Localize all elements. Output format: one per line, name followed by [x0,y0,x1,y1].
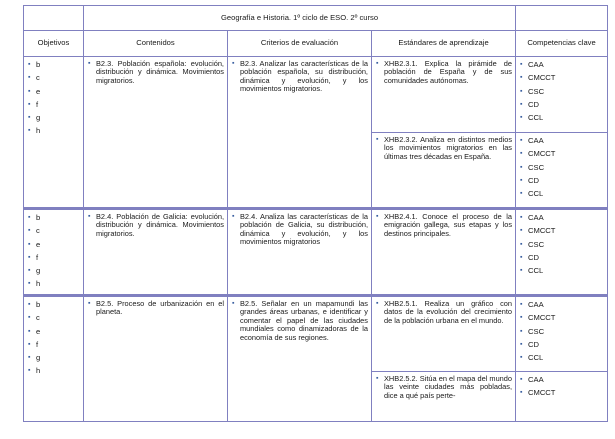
competencia-item: ▪ CSC [519,239,607,252]
competencia-item: ▪ CSC [519,86,607,99]
estandar-text: ▪ XHB2.3.1. Explica la pirámide de población de España y de sus comunidades autónomas. [375,60,512,85]
competencias-list [516,133,607,201]
criterio-cell [228,296,372,422]
objetivo-item: ▪ e [27,239,83,252]
competencias-cell [516,372,608,422]
estandar-cell [372,57,516,133]
contenido-text: ▪ B2.5. Proceso de urbanización en el planeta. [87,300,224,317]
estandar-text: ▪ XHB2.5.1. Realiza un gráfico con datos de la evolución del crecimiento de la población urbana en el mundo. [375,300,512,325]
objetivo-item: ▪ b [27,212,83,225]
competencia-item: ▪ CAA [519,374,607,387]
objetivo-item: ▪ e [27,326,83,339]
objetivo-item: ▪ g [27,352,83,365]
estandar-cell [372,209,516,296]
competencia-item: ▪ CSC [519,326,607,339]
contenido-cell [84,57,228,209]
competencia-item: ▪ CD [519,339,607,352]
objetivo-item: ▪ h [27,125,83,138]
competencias-list [516,297,607,365]
objetivo-item: ▪ g [27,265,83,278]
criterio-text: ▪ B2.4. Analiza las características de la población de Galicia, su distribución, dinámica y evolución, y los movimientos migratorios [231,213,368,247]
col-header-objetivos: Objetivos [24,31,84,57]
objetivo-item: ▪ c [27,225,83,238]
objetivo-item: ▪ f [27,339,83,352]
objetivos-cell [24,209,84,296]
header-blank-right [516,6,608,31]
criterio-text: ▪ B2.3. Analizar las características de la población española, su distribución, dinámica y evolución, y los movimientos migratorios. [231,60,368,94]
estandar-cell [372,296,516,372]
competencia-item: ▪ CMCCT [519,72,607,85]
col-header-criterios: Criterios de evaluación [228,31,372,57]
estandar-cell [372,372,516,422]
competencia-item: ▪ CAA [519,299,607,312]
competencias-list [516,210,607,278]
competencias-list [516,372,607,401]
contenido-cell [84,296,228,422]
competencia-item: ▪ CMCCT [519,225,607,238]
competencia-item: ▪ CD [519,252,607,265]
objetivo-item: ▪ c [27,72,83,85]
competencia-item: ▪ CAA [519,212,607,225]
competencias-cell [516,133,608,209]
competencia-item: ▪ CD [519,175,607,188]
objetivo-item: ▪ b [27,299,83,312]
objetivos-list [24,297,83,379]
competencia-item: ▪ CCL [519,265,607,278]
contenido-text: ▪ B2.3. Población española: evolución, distribución y dinámica. Movimientos migratorios. [87,60,224,85]
competencia-item: ▪ CCL [519,188,607,201]
objetivos-cell [24,57,84,209]
objetivos-list [24,57,83,139]
col-header-competencias: Competencias clave [516,31,608,57]
competencia-item: ▪ CMCCT [519,312,607,325]
competencias-cell [516,296,608,372]
contenido-text: ▪ B2.4. Población de Galicia: evolución, distribución y dinámica. Movimientos migratorios. [87,213,224,238]
estandar-text: ▪ XHB2.5.2. Sitúa en el mapa del mundo las veinte ciudades más pobladas, dice a qué país perte- [375,375,512,400]
criterio-text: ▪ B2.5. Señalar en un mapamundi las grandes áreas urbanas, e identificar y comentar el papel de las ciudades mundiales como dinamizadoras de la economía de sus regiones. [231,300,368,342]
competencia-item: ▪ CAA [519,59,607,72]
objetivos-cell [24,296,84,422]
competencia-item: ▪ CAA [519,135,607,148]
objetivos-list [24,210,83,292]
objetivo-item: ▪ f [27,252,83,265]
criterio-cell [228,57,372,209]
col-header-estandares: Estándares de aprendizaje [372,31,516,57]
competencias-cell [516,209,608,296]
curriculum-table [23,5,608,422]
col-header-contenidos: Contenidos [84,31,228,57]
estandar-text: ▪ XHB2.4.1. Conoce el proceso de la emigración gallega, sus etapas y los destinos principales. [375,213,512,238]
competencias-list [516,57,607,125]
objetivo-item: ▪ h [27,365,83,378]
competencias-cell [516,57,608,133]
criterio-cell [228,209,372,296]
competencia-item: ▪ CCL [519,112,607,125]
objetivo-item: ▪ e [27,86,83,99]
competencia-item: ▪ CMCCT [519,148,607,161]
contenido-cell [84,209,228,296]
competencia-item: ▪ CCL [519,352,607,365]
objetivo-item: ▪ f [27,99,83,112]
objetivo-item: ▪ h [27,278,83,291]
competencia-item: ▪ CMCCT [519,387,607,400]
competencia-item: ▪ CD [519,99,607,112]
estandar-cell [372,133,516,209]
estandar-text: ▪ XHB2.3.2. Analiza en distintos medios los movimientos migratorios en las últimas tres décadas en España. [375,136,512,161]
objetivo-item: ▪ c [27,312,83,325]
subject-header: Geografía e Historia. 1º ciclo de ESO. 2º curso [84,6,516,31]
objetivo-item: ▪ b [27,59,83,72]
objetivo-item: ▪ g [27,112,83,125]
competencia-item: ▪ CSC [519,162,607,175]
header-blank-cell [24,6,84,31]
